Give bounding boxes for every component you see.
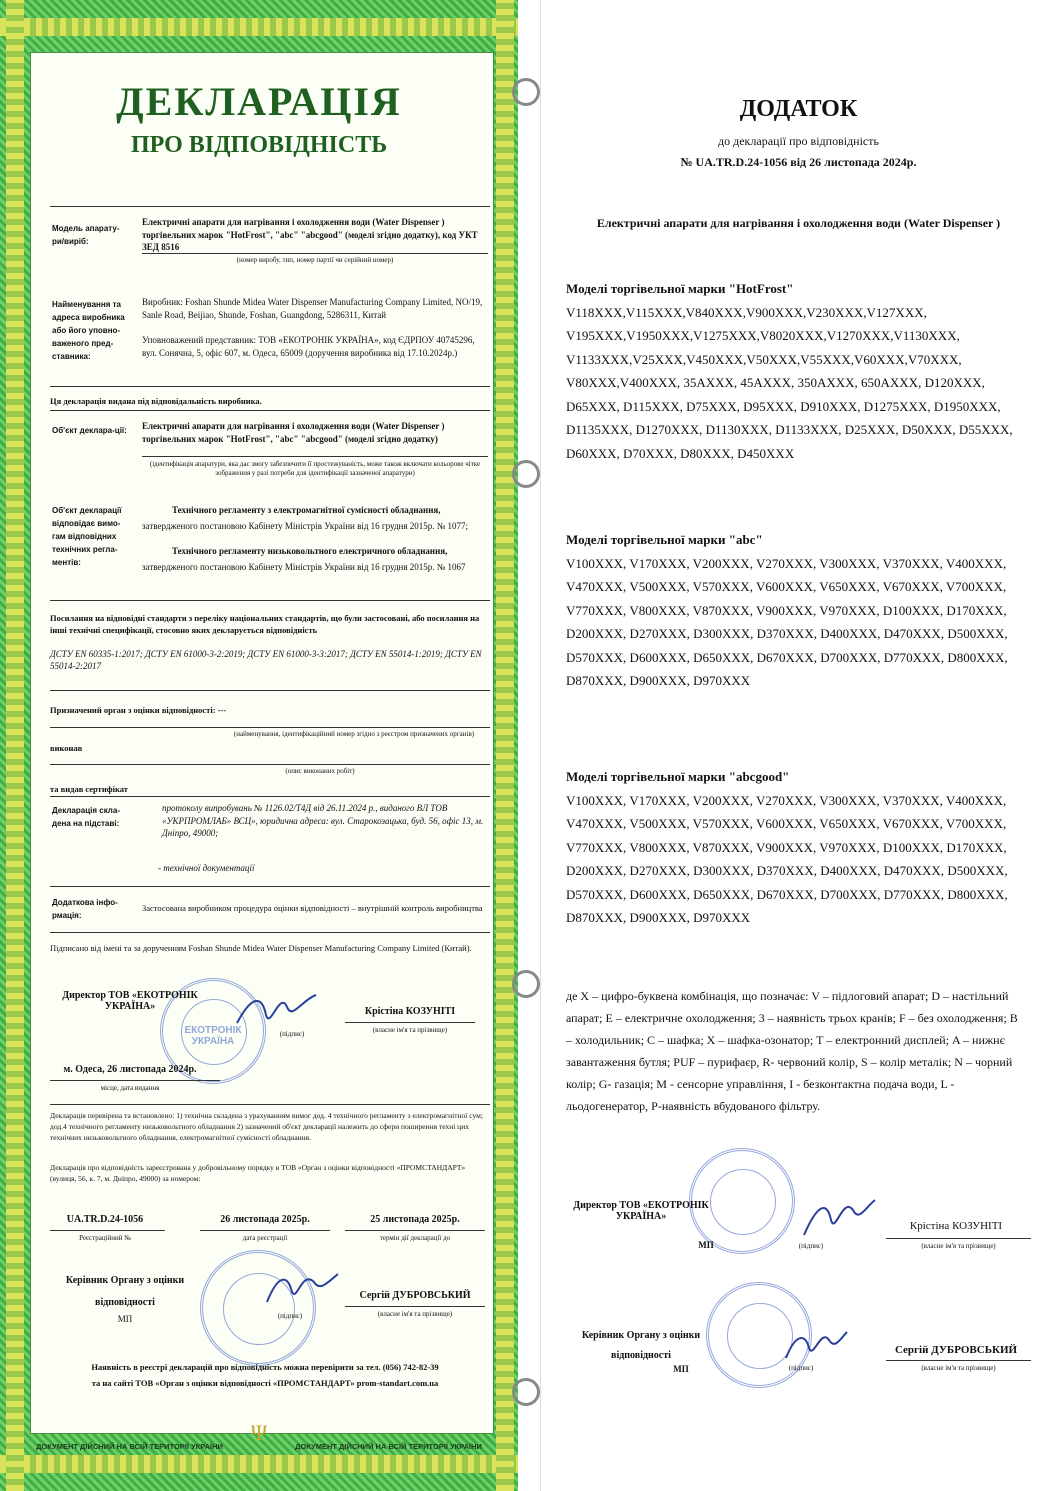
extra-info-label: Додаткова інфо-рмація: bbox=[52, 898, 118, 920]
seal-mark: МП bbox=[698, 1240, 714, 1250]
valid-until-caption: термін дії декларації до bbox=[379, 1234, 451, 1242]
border-rope-left bbox=[6, 0, 24, 1491]
banner-left-text: ДОКУМЕНТ ДІЙСНИЙ НА ВСІЙ ТЕРИТОРІЇ УКРАЇНИ bbox=[36, 1441, 223, 1451]
conformity-line-1: Технічного регламенту з електромагнітної сумісності обладнання, bbox=[172, 505, 441, 515]
seal-mark: МП bbox=[117, 1314, 133, 1324]
divider bbox=[200, 1230, 330, 1231]
performed-caption: (опис виконаних робіт) bbox=[285, 767, 355, 775]
divider bbox=[50, 932, 490, 933]
registration-number: UA.TR.D.24-1056 bbox=[66, 1214, 144, 1225]
divider bbox=[886, 1238, 1031, 1239]
border-rope-right bbox=[496, 0, 514, 1491]
appendix-page bbox=[540, 0, 1055, 1491]
conformity-label: Об'єкт декларації відповідає вимо-гам відповідних технічних регла-ментів: bbox=[52, 506, 122, 567]
divider bbox=[50, 386, 490, 387]
valid-until: 25 листопада 2025р. bbox=[370, 1214, 460, 1225]
director-name: Крістіна КОЗУНІТІ bbox=[364, 1006, 456, 1017]
head-title: Керівник Органу з оцінки відповідності bbox=[65, 1275, 185, 1308]
registration-number-caption: Реєстраційний № bbox=[79, 1234, 131, 1242]
hotfrost-models: V118XXX,V115XXX,V840XXX,V900XXX,V230XXX,V127XXX, V195XXX,V1950XXX,V1275XXX,V8020XXX,V1270XXX,V1130XXX, V1133XXX,V25XXX,V450XXX,V50XXX,V55XXX,V60XXX,V70XXX, V80XXX,V400XXX, 35AXXX, 45AXXX, 350AXXX, 650AXXX, D120XXX, D65XXX, D115XXX, D75XXX, D95XXX, D910XXX, D1275XXX, D1950XXX, D1135XXX, D1270XXX, D1130XXX, D1133XXX, D25XXX, D50XXX, D55XXX, D60XXX, D70XXX, D80XXX, D450XXX bbox=[566, 304, 1013, 461]
abc-section bbox=[566, 528, 1036, 693]
abcgood-models: V100XXX, V170XXX, V200XXX, V270XXX, V300XXX, V370XXX, V400XXX, V470XXX, V500XXX, V570XXX, V600XXX, V650XXX, V670XXX, V700XXX, V770XXX, V800XXX, V870XXX, V900XXX, V970XXX, D100XXX, D170XXX, D200XXX, D270XXX, D300XXX, D370XXX, D400XXX, D470XXX, D500XXX, D570XXX, D600XXX, D650XXX, D670XXX, D700XXX, D770XXX, D800XXX, D870XXX, D900XXX, D970XXX bbox=[566, 792, 1008, 925]
model-label: Модель апарату-ри/виріб: bbox=[52, 224, 120, 246]
head-name: Сергій ДУБРОВСЬКИЙ bbox=[359, 1290, 471, 1301]
conformity-line-2: затвердженого постановою Кабінету Міністрів України від 16 грудня 2015р. № 1077; bbox=[142, 521, 469, 531]
divider bbox=[50, 1230, 165, 1231]
head-title: Керівник Органу з оцінки відповідності bbox=[581, 1330, 701, 1361]
hotfrost-heading: Моделі торгівельної марки "HotFrost" bbox=[566, 281, 794, 296]
standards-list: ДСТУ EN 60335-1:2017; ДСТУ EN 61000-3-2:2019; ДСТУ EN 61000-3-3:2017; ДСТУ EN 55014-1:2019; ДСТУ EN 55014-2:2017 bbox=[50, 649, 482, 671]
director-title: Директор ТОВ «ЕКОТРОНІК УКРАЇНА» bbox=[62, 990, 198, 1012]
signature-caption: (підпис) bbox=[279, 1030, 305, 1038]
divider bbox=[50, 600, 490, 601]
binder-ring-icon bbox=[512, 78, 540, 106]
name-caption: (власне ім'я та прізвище) bbox=[921, 1242, 996, 1250]
hotfrost-section bbox=[566, 277, 1036, 465]
name-caption: (власне ім'я та прізвище) bbox=[372, 1026, 448, 1034]
divider bbox=[50, 796, 490, 797]
standards-heading: Посилання на відповідні стандарти з переліку національних стандартів, що були застосовані, або посилання на інші технічні специфікації, стосовно яких декларується відповідність bbox=[50, 613, 480, 635]
registration-date-caption: дата реєстрації bbox=[242, 1234, 288, 1242]
director-name: Крістіна КОЗУНІТІ bbox=[909, 1220, 1003, 1232]
divider bbox=[142, 253, 488, 254]
divider bbox=[50, 764, 490, 765]
abc-models: V100XXX, V170XXX, V200XXX, V270XXX, V300XXX, V370XXX, V400XXX, V470XXX, V500XXX, V570XXX, V600XXX, V650XXX, V670XXX, V700XXX, V770XXX, V800XXX, V870XXX, V900XXX, V970XXX, D100XXX, D170XXX, D200XXX, D270XXX, D300XXX, D370XXX, D400XXX, D470XXX, D500XXX, D570XXX, D600XXX, D650XXX, D670XXX, D700XXX, D770XXX, D800XXX, D870XXX, D900XXX, D970XXX bbox=[566, 555, 1008, 688]
signature-caption: (підпис) bbox=[788, 1364, 814, 1372]
registration-date: 26 листопада 2025р. bbox=[220, 1214, 310, 1225]
conformity-line-4: затвердженого постановою Кабінету Міністрів України від 16 грудня 2015р. № 1067 bbox=[142, 562, 466, 572]
conformity-line-3: Технічного регламенту низьковольтного електричного обладнання, bbox=[172, 546, 448, 556]
seal-mark: МП bbox=[673, 1364, 689, 1374]
extra-info-value: Застосована виробником процедура оцінки відповідності – внутрішній контроль виробництва bbox=[142, 903, 483, 913]
notified-caption: (найменування, ідентифікаційний номер згідно з реєстром призначених органів) bbox=[233, 730, 475, 738]
model-caption: (номер виробу, тип, номер партії чи серійний номер) bbox=[236, 256, 394, 264]
divider bbox=[50, 886, 490, 887]
check-text: Декларація перевірена та встановлено: 1) технічна складена з урахуванням вимог дод. 4 технічного регламенту з електромагнітної сум; дод.4 технічного регламенту низьковольтного обладнання 2) зазначений об'єкт декларації належить до сфери поширення техні цих технічних низьковольтного обладнання, електромагнітної сумісності обладнання. bbox=[50, 1111, 483, 1142]
certificate-label: та видав сертифікат bbox=[50, 784, 128, 794]
border-rope-top bbox=[0, 18, 518, 36]
declaration-subtitle: ПРО ВІДПОВІДНІСТЬ bbox=[130, 132, 388, 158]
divider bbox=[142, 456, 488, 457]
signature-caption: (підпис) bbox=[798, 1242, 824, 1250]
binder-ring-icon bbox=[512, 1378, 540, 1406]
abc-heading: Моделі торгівельної марки "abc" bbox=[566, 532, 763, 547]
basis-label: Декларація скла-дена на підставі: bbox=[52, 806, 120, 828]
footer-line-2: та на сайті ТОВ «Орган з оцінки відповідності «ПРОМСТАНДАРТ» prom-standart.com.ua bbox=[91, 1378, 439, 1388]
appendix-subtitle-2: № UA.TR.D.24-1056 від 26 листопада 2024р. bbox=[680, 155, 917, 169]
maker-value-2: Уповноважений представник: ТОВ «ЕКОТРОНІК УКРАЇНА», код ЄДРПОУ 40745296, вул. Сонячна, 5, офіс 607, м. Одеса, 65009 (доручення виробника від 17.10.2024р.) bbox=[142, 335, 475, 358]
signature-caption: (підпис) bbox=[277, 1312, 303, 1320]
name-caption: (власне ім'я та прізвище) bbox=[921, 1364, 996, 1372]
divider bbox=[50, 410, 490, 411]
object-caption: (ідентифікація апаратури, яка дає змогу забезпечити її простежуваність, може також включати кольорове чітке зображення у разі потреби для ідентифікації зазначеної апаратури) bbox=[149, 460, 481, 477]
responsibility-note: Ця декларація видана під відповідальність виробника. bbox=[50, 396, 262, 406]
name-caption: (власне ім'я та прізвище) bbox=[377, 1310, 453, 1318]
divider bbox=[345, 1306, 485, 1307]
trident-icon: Ψ bbox=[250, 1420, 268, 1445]
declaration-title: ДЕКЛАРАЦІЯ bbox=[116, 79, 402, 124]
head-signature bbox=[781, 1320, 851, 1365]
model-code-legend: де X – цифро-буквена комбінація, що позначає: V – підлоговий апарат; D – настільний апарат; E – електричне охолодження; 3 – наявність трьох кранів; F – без охолодження; B – холодильник; C – шафка; X – шафка-озонатор; T – електронний дисплей; A – нижнє завантаження бутля; PUF – пурифаєр, R- червоний колір, S – колір металік; N – чорний колір; G- газація; M - сенсорне управління, I - безконтактна подача води, L - льодогенератор, P-наявність вбудованого фільтру. bbox=[566, 989, 1018, 1113]
notified-body: Призначений орган з оцінки відповідності: --- bbox=[50, 705, 227, 715]
performed-label: виконав bbox=[50, 743, 83, 753]
registration-text: Декларація про відповідність зареєстрована у добровільному порядку в ТОВ «Орган з оцінки відповідності «ПРОМСТАНДАРТ» (вулиця, 56, к. 7, м. Дніпро, 49000) за номером: bbox=[50, 1163, 466, 1183]
border-rope-bottom bbox=[0, 1455, 518, 1473]
place-date: м. Одеса, 26 листопада 2024р. bbox=[63, 1064, 197, 1075]
divider bbox=[886, 1360, 1031, 1361]
divider bbox=[50, 727, 490, 728]
divider bbox=[345, 1022, 475, 1023]
basis-line-2: - технічної документації bbox=[158, 863, 255, 873]
banner-right-text: ДОКУМЕНТ ДІЙСНИЙ НА ВСІЙ ТЕРИТОРІЇ УКРАЇНИ bbox=[295, 1441, 482, 1451]
maker-label: Найменування та адреса виробника або його уповно-важеного пред-ставника: bbox=[52, 300, 125, 361]
appendix-subtitle-1: до декларації про відповідність bbox=[718, 134, 879, 148]
maker-value-1: Виробник: Foshan Shunde Midea Water Dispenser Manufacturing Company Limited, NO/19, Sanle Road, Beijiao, Shunde, Foshan, Guangdong, 5286311, Китай bbox=[142, 297, 483, 320]
binder-ring-icon bbox=[512, 970, 540, 998]
director-signature bbox=[232, 985, 322, 1035]
abcgood-section bbox=[566, 765, 1036, 930]
divider bbox=[345, 1230, 485, 1231]
director-title: Директор ТОВ «ЕКОТРОНІК УКРАЇНА» bbox=[573, 1200, 709, 1222]
divider bbox=[50, 206, 490, 207]
director-signature bbox=[799, 1190, 879, 1245]
divider bbox=[50, 1080, 220, 1081]
company-stamp-text: ЕКОТРОНІК УКРАЇНА bbox=[184, 1025, 242, 1047]
appendix-title: ДОДАТОК bbox=[739, 96, 858, 122]
place-date-caption: місце, дата видання bbox=[100, 1084, 160, 1092]
signed-on-behalf: Підписано від імені та за дорученням Foshan Shunde Midea Water Dispenser Manufacturing Company Limited (Китай). bbox=[50, 943, 472, 953]
divider bbox=[50, 690, 490, 691]
declaration-page bbox=[0, 0, 518, 1491]
divider bbox=[50, 1104, 490, 1105]
head-signature bbox=[262, 1262, 342, 1312]
basis-line-1: протоколу випробувань № 1126.02/Т4Д від 26.11.2024 р., виданого ВЛ ТОВ «УКРПРОМЛАБ» ВСЦ», юридична адреса: вул. Старокозацька, буд. 56, офіс 13, м. Дніпро, 49000; bbox=[162, 803, 484, 838]
abcgood-heading: Моделі торгівельної марки "abcgood" bbox=[566, 769, 790, 784]
appendix-product: Електричні апарати для нагрівання і охолодження води (Water Dispenser ) bbox=[596, 216, 1001, 230]
object-label: Об'єкт деклара-ції: bbox=[52, 426, 127, 435]
binder-ring-icon bbox=[512, 460, 540, 488]
model-value: Електричні апарати для нагрівання і охолодження води (Water Dispenser ) торгівельних марок "HotFrost", "abc" "abcgood" (моделі згідно додатку), код УКТ ЗЕД 8516 bbox=[142, 217, 478, 252]
head-name: Сергій ДУБРОВСЬКИЙ bbox=[894, 1344, 1018, 1356]
object-value: Електричні апарати для нагрівання і охолодження води (Water Dispenser ) торгівельних марок "HotFrost", "abc" "abcgood" (моделі згідно додатку) bbox=[142, 421, 445, 444]
footer-line-1: Наявність в реєстрі декларацій про відповідність можна перевірити за тел. (056) 742-82-39 bbox=[91, 1362, 439, 1372]
